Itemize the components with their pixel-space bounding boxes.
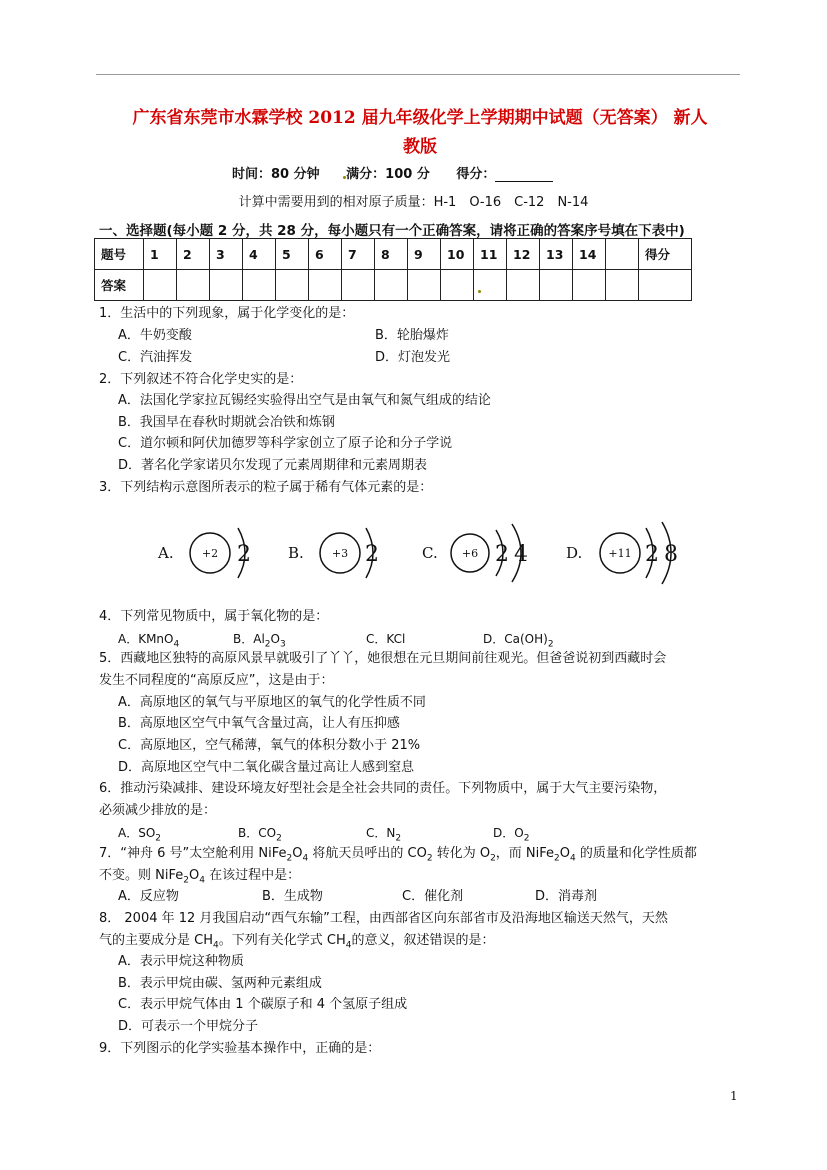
- table-cell: 3: [210, 239, 243, 270]
- table-cell: 7: [342, 239, 375, 270]
- q7-text: 将航天员呼出的 CO: [312, 846, 427, 861]
- atomic-structure-diagrams: [150, 520, 690, 590]
- stray-dot: [343, 176, 346, 179]
- table-row: [95, 270, 692, 301]
- table-cell: 12: [507, 239, 540, 270]
- page-number: 1: [730, 1089, 738, 1103]
- shell-electrons: 2: [237, 542, 251, 567]
- nucleus-a-charge: +2: [201, 547, 219, 560]
- exam-title-line1: 广东省东莞市水霖学校 2012 届九年级化学上学期期中试题（无答案） 新人: [132, 108, 708, 128]
- option-6c: C．$N_2$: [366, 826, 402, 844]
- option-7c: C．催化剂: [402, 889, 464, 904]
- option-8c: C．表示甲烷气体由 1 个碳原子和 4 个氢原子组成: [118, 997, 408, 1012]
- option-5d: D．高原地区空气中二氧化碳含量过高让人感到窒息: [118, 760, 415, 775]
- header-rule: [96, 74, 740, 75]
- answer-cell[interactable]: [474, 270, 507, 301]
- option-6a: A．$SO_2$: [118, 826, 162, 844]
- option-1b: B．轮胎爆炸: [375, 328, 449, 343]
- stray-dot: [478, 290, 481, 293]
- shell-electrons: 2: [365, 542, 379, 567]
- nucleus-b-charge: +3: [331, 547, 349, 560]
- option-1d: D．灯泡发光: [375, 350, 451, 365]
- answer-cell[interactable]: [540, 270, 573, 301]
- table-row: [95, 239, 692, 270]
- option-4b: B．$Al_2O_3$: [233, 632, 286, 650]
- option-7d: D．消毒剂: [535, 889, 598, 904]
- question-3: 3．下列结构示意图所表示的粒子属于稀有气体元素的是：: [99, 480, 433, 495]
- exam-info: [232, 163, 575, 182]
- table-cell: 5: [276, 239, 309, 270]
- answer-cell[interactable]: [375, 270, 408, 301]
- score-header: 得分: [639, 239, 692, 270]
- atomic-mass-note: 计算中需要用到的相对原子质量：H-1 O-16 C-12 N-14: [238, 195, 589, 210]
- question-9: 9．下列图示的化学实验基本操作中，正确的是：: [99, 1041, 381, 1056]
- section-heading: 一、选择题(每小题 2 分，共 28 分，每小题只有一个正确答案，请将正确的答案序号填在下表中): [99, 223, 685, 239]
- answer-cell[interactable]: [144, 270, 177, 301]
- answer-cell[interactable]: [507, 270, 540, 301]
- score-cell[interactable]: [639, 270, 692, 301]
- question-7-line1: 7．“神舟 6 号”太空舱利用 $NiFe_2O_4$ 将航天员呼出的 $CO_2$ 转化为 $O_2$，而 $NiFe_2O_4$ 的质量和化学性质都: [99, 846, 697, 864]
- table-cell: 6: [309, 239, 342, 270]
- diagram-a-label: A.: [158, 544, 174, 562]
- q8-text: 。下列有关化学式 CH: [218, 933, 346, 948]
- q7-text: 的质量和化学性质都: [579, 846, 697, 861]
- option-5a: A．高原地区的氧气与平原地区的氧气的化学性质不同: [118, 695, 426, 710]
- question-8-line2: 气的主要成分是 $CH_4$。下列有关化学式 $CH_4$的意义，叙述错误的是：: [99, 933, 495, 951]
- option-4a: A．KMnO$_4$: [118, 632, 180, 650]
- option-5c: C．高原地区，空气稀薄，氧气的体积分数小于 21%: [118, 738, 421, 753]
- question-2: 2．下列叙述不符合化学史实的是：: [99, 372, 303, 387]
- shell-electrons: 2: [645, 542, 659, 567]
- answer-cell[interactable]: [408, 270, 441, 301]
- table-cell: 2: [177, 239, 210, 270]
- question-8-line1: 8． 2004 年 12 月我国启动“西气东输”工程，由西部省区向东部省市及沿海地区输送天然气，天然: [99, 911, 668, 926]
- answer-cell[interactable]: [342, 270, 375, 301]
- question-6-line1: 6．推动污染减排、建设环境友好型社会是全社会共同的责任。下列物质中，属于大气主要污染物，: [99, 781, 667, 796]
- q7-text: 不变。则 NiFe: [99, 868, 184, 883]
- table-cell: 4: [243, 239, 276, 270]
- shell-electrons: 2: [495, 542, 509, 567]
- full-score-label: 满分：100 分: [346, 167, 430, 182]
- answer-cell[interactable]: [210, 270, 243, 301]
- option-8a: A．表示甲烷这种物质: [118, 954, 244, 969]
- q7-text: 转化为 O: [436, 846, 491, 861]
- table-cell: 13: [540, 239, 573, 270]
- option-1c: C．汽油挥发: [118, 350, 193, 365]
- table-cell: 10: [441, 239, 474, 270]
- question-6-line2: 必须减少排放的是：: [99, 803, 217, 818]
- option-2c: C．道尔顿和阿伏加德罗等科学家创立了原子论和分子学说: [118, 436, 453, 451]
- table-cell: [606, 239, 639, 270]
- question-5-line1: 5．西藏地区独特的高原风景早就吸引了丫丫，她很想在元旦期间前往观光。但爸爸说初到西藏时会: [99, 651, 667, 666]
- time-label: 时间：80 分钟: [232, 167, 320, 182]
- diagram-b-label: B.: [288, 544, 304, 562]
- option-8b: B．表示甲烷由碳、氢两种元素组成: [118, 976, 322, 991]
- option-2b: B．我国早在春秋时期就会冶铁和炼钢: [118, 415, 335, 430]
- shell-electrons: 4: [514, 542, 528, 567]
- table-cell: 9: [408, 239, 441, 270]
- question-4: 4．下列常见物质中，属于氧化物的是：: [99, 609, 329, 624]
- q7-text: 7．“神舟 6 号”太空舱利用 NiFe: [99, 846, 287, 861]
- exam-title-line2: 教版: [403, 137, 437, 157]
- option-7b: B．生成物: [262, 889, 323, 904]
- q8-text: 的意义，叙述错误的是：: [351, 933, 495, 948]
- nucleus-c-charge: +6: [461, 547, 479, 560]
- row-label: 答案: [95, 270, 144, 301]
- score-blank[interactable]: [495, 169, 553, 182]
- table-cell: 14: [573, 239, 606, 270]
- option-8d: D．可表示一个甲烷分子: [118, 1019, 259, 1034]
- question-7-line2: 不变。则 $NiFe_2O_4$ 在该过程中是：: [99, 868, 301, 886]
- table-cell: 11: [474, 239, 507, 270]
- table-cell: 8: [375, 239, 408, 270]
- answer-table: [94, 238, 692, 301]
- option-1a: A．牛奶变酸: [118, 328, 192, 343]
- option-4c: C．KCl: [366, 632, 406, 646]
- answer-cell[interactable]: [309, 270, 342, 301]
- option-2a: A．法国化学家拉瓦锡经实验得出空气是由氧气和氮气组成的结论: [118, 393, 491, 408]
- score-label: 得分：: [456, 167, 496, 182]
- diagram-d-label: D.: [566, 544, 583, 562]
- option-2d: D．著名化学家诺贝尔发现了元素周期律和元素周期表: [118, 458, 428, 473]
- nucleus-d-charge: +11: [608, 547, 632, 560]
- question-1: 1．生活中的下列现象，属于化学变化的是：: [99, 306, 355, 321]
- option-5b: B．高原地区空气中氧气含量过高，让人有压抑感: [118, 716, 400, 731]
- answer-cell[interactable]: [276, 270, 309, 301]
- answer-cell[interactable]: [606, 270, 639, 301]
- option-4d: D．$Ca(OH)_2$: [483, 632, 554, 650]
- shell-electrons: 8: [664, 542, 678, 567]
- option-6d: D．$O_2$: [493, 826, 530, 844]
- diagram-c-label: C.: [422, 544, 438, 562]
- q7-text: 在该过程中是：: [209, 868, 301, 883]
- row-label: 题号: [95, 239, 144, 270]
- table-cell: 1: [144, 239, 177, 270]
- answer-cell[interactable]: [441, 270, 474, 301]
- answer-cell[interactable]: [573, 270, 606, 301]
- q8-text: 气的主要成分是 CH: [99, 933, 213, 948]
- option-6b: B．$CO_2$: [238, 826, 282, 844]
- answer-cell[interactable]: [177, 270, 210, 301]
- q7-text: ，而 NiFe: [495, 846, 555, 861]
- question-5-line2: 发生不同程度的“高原反应”，这是由于：: [99, 673, 334, 688]
- answer-cell[interactable]: [243, 270, 276, 301]
- option-7a: A．反应物: [118, 889, 179, 904]
